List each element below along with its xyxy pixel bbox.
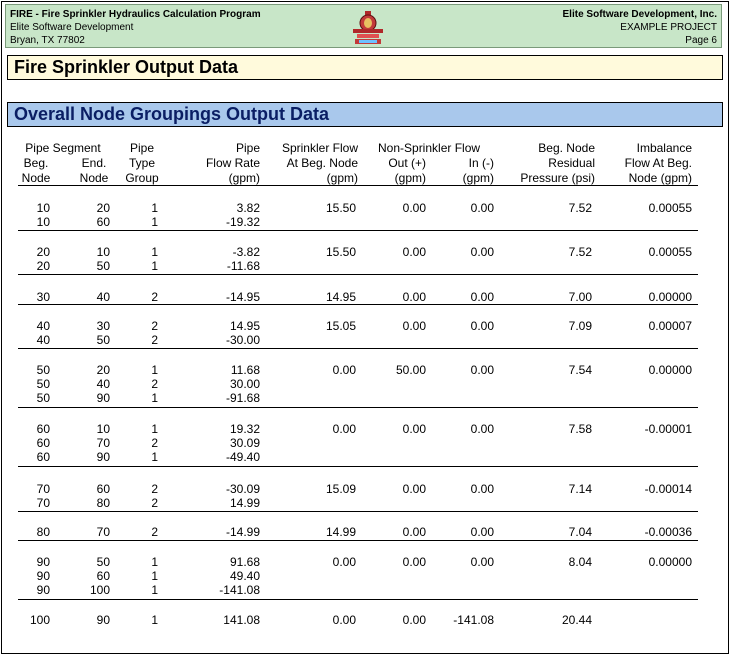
row-divider (18, 348, 698, 349)
pipe-type-cell: 1 (151, 583, 158, 597)
pipe-type-cell: 1 (151, 215, 158, 229)
residual-pressure-cell: 7.14 (568, 482, 592, 496)
beg-node-cell: 50 (36, 363, 50, 377)
beg-node-cell: 50 (36, 391, 50, 405)
beg-node-cell: 50 (36, 377, 50, 391)
beg-node-cell: 90 (36, 569, 50, 583)
out-header: Out (+) (gpm) (388, 156, 426, 185)
end-node-cell: 60 (96, 215, 110, 229)
beg-node-cell: 10 (36, 215, 50, 229)
flow-rate-cell: -11.68 (226, 259, 260, 273)
in-flow-cell: 0.00 (470, 319, 494, 333)
out-flow-cell: 0.00 (402, 319, 426, 333)
row-divider (18, 274, 698, 275)
flow-rate-cell: 14.95 (229, 319, 260, 333)
sprinkler-flow-cell: 15.09 (325, 482, 356, 496)
pipe-type-cell: 2 (151, 319, 158, 333)
out-flow-cell: 0.00 (402, 555, 426, 569)
beg-node-cell: 90 (36, 555, 50, 569)
out-flow-cell: 50.00 (395, 363, 426, 377)
flow-rate-cell: 3.82 (236, 201, 260, 215)
pipe-type-cell: 1 (151, 391, 158, 405)
sprinkler-flow-cell: 0.00 (332, 555, 356, 569)
in-header: In (-) (gpm) (462, 156, 494, 185)
end-node-header: End. Node (79, 156, 109, 185)
end-node-cell: 20 (96, 201, 110, 215)
beg-node-cell: 60 (36, 436, 50, 450)
section-title: Fire Sprinkler Output Data (7, 55, 723, 80)
beg-node-cell: 100 (29, 613, 50, 627)
in-flow-cell: 0.00 (470, 422, 494, 436)
in-flow-cell: 0.00 (470, 245, 494, 259)
sprinkler-flow-cell: 14.99 (325, 525, 356, 539)
imbalance-header: Imbalance Flow At Beg. Node (gpm) (624, 141, 692, 185)
end-node-cell: 90 (96, 613, 110, 627)
row-divider (18, 511, 698, 512)
beg-node-cell: 30 (36, 290, 50, 304)
out-flow-cell: 0.00 (402, 422, 426, 436)
beg-node-cell: 20 (36, 259, 50, 273)
flow-rate-cell: 49.40 (229, 569, 260, 583)
end-node-cell: 50 (96, 259, 110, 273)
beg-node-header: Beg. Node (21, 156, 51, 185)
company-name: Elite Software Development (10, 22, 134, 33)
imbalance-cell: -0.00001 (644, 422, 692, 436)
imbalance-cell: 0.00000 (648, 363, 692, 377)
beg-node-cell: 40 (36, 319, 50, 333)
end-node-cell: 10 (96, 422, 110, 436)
beg-node-cell: 60 (36, 450, 50, 464)
project-name: EXAMPLE PROJECT (620, 22, 717, 33)
beg-node-cell: 10 (36, 201, 50, 215)
header-rule (18, 185, 698, 186)
sprinkler-flow-cell: 15.50 (325, 245, 356, 259)
pipe-type-cell: 1 (151, 555, 158, 569)
sprinkler-flow-cell: 15.05 (325, 319, 356, 333)
residual-pressure-cell: 7.52 (568, 245, 592, 259)
sprinkler-flow-cell: 0.00 (332, 613, 356, 627)
sprinkler-flow-cell: 0.00 (332, 422, 356, 436)
flow-rate-cell: -30.00 (225, 333, 260, 347)
imbalance-cell: 0.00055 (648, 201, 692, 215)
beg-node-cell: 80 (36, 525, 50, 539)
in-flow-cell: 0.00 (470, 482, 494, 496)
flow-rate-cell: 14.99 (229, 496, 260, 510)
residual-pressure-cell: 20.44 (561, 613, 592, 627)
imbalance-cell: -0.00036 (644, 525, 692, 539)
flow-rate-cell: -3.82 (232, 245, 260, 259)
out-flow-cell: 0.00 (402, 245, 426, 259)
end-node-cell: 90 (96, 450, 110, 464)
end-node-cell: 70 (96, 436, 110, 450)
flow-rate-cell: -14.95 (225, 290, 260, 304)
end-node-cell: 50 (96, 333, 110, 347)
flow-rate-cell: -141.08 (219, 583, 260, 597)
pipe-segment-header: Pipe Segment (25, 141, 101, 155)
imbalance-cell: 0.00007 (648, 319, 692, 333)
pipe-type-cell: 1 (151, 259, 158, 273)
flow-rate-cell: 11.68 (230, 363, 260, 377)
beg-node-cell: 70 (36, 496, 50, 510)
flow-rate-cell: -19.32 (225, 215, 260, 229)
sprinkler-flow-cell: 14.95 (325, 290, 356, 304)
end-node-cell: 70 (96, 525, 110, 539)
flow-rate-header: Pipe Flow Rate (gpm) (205, 141, 260, 185)
row-divider (18, 304, 698, 305)
pipe-type-group-header: Pipe Type Group (125, 141, 159, 185)
out-flow-cell: 0.00 (402, 613, 426, 627)
residual-pressure-header: Beg. Node Residual Pressure (psi) (520, 141, 595, 185)
imbalance-cell: 0.00055 (648, 245, 692, 259)
end-node-cell: 10 (96, 245, 110, 259)
row-divider (18, 540, 698, 541)
end-node-cell: 40 (96, 377, 110, 391)
end-node-cell: 80 (96, 496, 110, 510)
residual-pressure-cell: 7.09 (568, 319, 592, 333)
imbalance-cell: -0.00014 (644, 482, 692, 496)
end-node-cell: 90 (96, 391, 110, 405)
pipe-type-cell: 2 (151, 290, 158, 304)
header-right (563, 8, 717, 47)
end-node-cell: 40 (96, 290, 110, 304)
flow-rate-cell: 30.00 (229, 377, 260, 391)
sprinkler-flow-cell: 0.00 (332, 363, 356, 377)
beg-node-cell: 90 (36, 583, 50, 597)
in-flow-cell: 0.00 (470, 201, 494, 215)
flow-rate-cell: 19.32 (229, 422, 260, 436)
imbalance-cell: 0.00000 (648, 290, 692, 304)
program-title: FIRE - Fire Sprinkler Hydraulics Calculation Program (10, 9, 261, 20)
pipe-type-cell: 1 (151, 422, 158, 436)
beg-node-cell: 20 (36, 245, 50, 259)
flow-rate-cell: -14.99 (225, 525, 260, 539)
pipe-type-cell: 1 (151, 450, 158, 464)
company-location: Bryan, TX 77802 (10, 35, 85, 46)
out-flow-cell: 0.00 (402, 482, 426, 496)
residual-pressure-cell: 7.58 (568, 422, 592, 436)
pipe-type-cell: 1 (151, 245, 158, 259)
flow-rate-cell: -30.09 (225, 482, 260, 496)
sprinkler-flow-header: Sprinkler Flow At Beg. Node (gpm) (281, 141, 358, 185)
end-node-cell: 60 (96, 569, 110, 583)
pipe-type-cell: 2 (151, 525, 158, 539)
beg-node-cell: 40 (36, 333, 50, 347)
end-node-cell: 30 (96, 319, 110, 333)
flow-rate-cell: -91.68 (225, 391, 260, 405)
residual-pressure-cell: 7.04 (568, 525, 592, 539)
flow-rate-cell: 141.08 (223, 613, 260, 627)
beg-node-cell: 70 (36, 482, 50, 496)
pipe-type-cell: 2 (151, 436, 158, 450)
residual-pressure-cell: 7.54 (568, 363, 592, 377)
flow-rate-cell: 30.09 (229, 436, 260, 450)
residual-pressure-cell: 8.04 (568, 555, 592, 569)
pipe-type-cell: 1 (151, 569, 158, 583)
row-divider (18, 230, 698, 231)
subsection-title: Overall Node Groupings Output Data (7, 102, 723, 127)
out-flow-cell: 0.00 (402, 201, 426, 215)
flow-rate-cell: 91.68 (229, 555, 260, 569)
row-divider (18, 407, 698, 408)
out-flow-cell: 0.00 (402, 290, 426, 304)
in-flow-cell: 0.00 (470, 555, 494, 569)
pipe-type-cell: 2 (151, 496, 158, 510)
sprinkler-flow-cell: 15.50 (325, 201, 356, 215)
pipe-type-cell: 2 (151, 377, 158, 391)
pipe-type-cell: 1 (151, 201, 158, 215)
out-flow-cell: 0.00 (402, 525, 426, 539)
row-divider (18, 466, 698, 467)
end-node-cell: 50 (96, 555, 110, 569)
sprinkler-logo-icon (351, 10, 385, 46)
imbalance-cell: 0.00000 (648, 555, 692, 569)
non-sprinkler-flow-header: Non-Sprinkler Flow (378, 141, 481, 155)
residual-pressure-cell: 7.52 (568, 201, 592, 215)
flow-rate-cell: -49.40 (225, 450, 260, 464)
in-flow-cell: 0.00 (470, 525, 494, 539)
pipe-type-cell: 2 (151, 333, 158, 347)
header-left (10, 8, 261, 47)
in-flow-cell: 0.00 (470, 363, 494, 377)
end-node-cell: 20 (96, 363, 110, 377)
pipe-type-cell: 1 (151, 613, 158, 627)
in-flow-cell: -141.08 (453, 613, 494, 627)
pipe-type-cell: 2 (151, 482, 158, 496)
report-header (5, 4, 722, 48)
in-flow-cell: 0.00 (470, 290, 494, 304)
residual-pressure-cell: 7.00 (568, 290, 592, 304)
beg-node-cell: 60 (36, 422, 50, 436)
vendor-name: Elite Software Development, Inc. (562, 9, 717, 20)
end-node-cell: 100 (89, 583, 110, 597)
pipe-type-cell: 1 (151, 363, 158, 377)
page-number: Page 6 (685, 35, 717, 46)
end-node-cell: 60 (96, 482, 110, 496)
row-divider (18, 599, 698, 600)
